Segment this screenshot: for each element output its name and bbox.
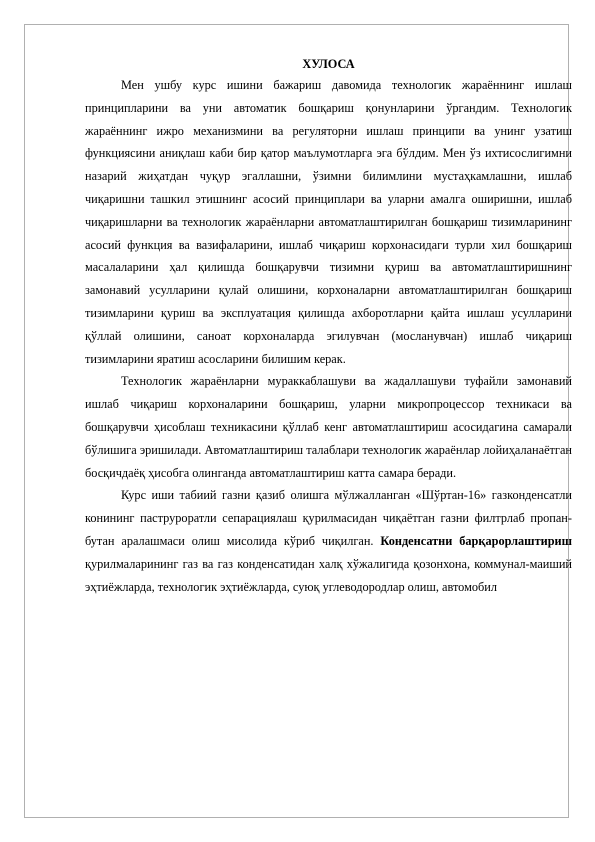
document-title: ХУЛОСА [302, 57, 355, 71]
paragraph-3-start: Курс иши табиий газни қазиб олишга мўлжалланган «Шўртан-16» газконденсатли конининг паструроратли сепарациялаш қурилмасидан чиқаётган газни филтрлаб пропан-бутан аралашмаси олиш мисолида кўриб чиқилган. [85, 488, 572, 548]
paragraph-3-bold: Конденсатни барқарорлаштириш [380, 533, 572, 548]
paragraph-3 [85, 484, 572, 598]
document-body [85, 56, 572, 598]
paragraph-2: Технологик жараёнларни мураккаблашуви ва жадаллашуви туфайли замонавий ишлаб чиқариш корхоналарини бошқариш, уларни микропроцессор техникаси ва бошқарувчи ҳисоблаш техникасини қўллаб кенг автоматлаштириш асосидагина самарали бўлишига эришилади. Автоматлаштириш талаблари технологик жараёнлар лойиҳаланаётган босқичдаёқ ҳисобга олинганда автоматлаштириш катта самара беради. [85, 374, 572, 480]
paragraph-1: Мен ушбу курс ишини бажариш давомида технологик жараённинг ишлаш принципларини ва уни автоматик бошқариш қонунларини ўргандим. Технологик жараённинг ижро механизмини ва регуляторни ишлаш принципи ва унинг узатиш функциясини аниқлаш каби бир қатор маълумотларга эга бўлдим. Мен ўз ихтисослигимни назарий жиҳатдан чуқур эгаллашни, ўзимни билимлини мустаҳкамлашни, ишлаб чиқаришни ташкил этишнинг асосий принциплари ва уларни амалга оширишни, ишлаб чиқаришларни ва технологик жараёнларни автоматлаштирилган бошқариш тизимларининг асосий функция ва вазифаларини, ишлаб чиқариш корхонасидаги турли хил бошқариш масалаларини ҳал қилишда бошқарувчи тизимни қуриш ва автоматлаштиришнинг замонавий усулларини қулай олишини, корхоналарни автоматлаштирилган бошқариш тизимларини қуриш ва эксплуатация қилишда ахборотларни қайта ишлаш усулларини қўллай олишини, саноат корхоналарда эгилувчан (мосланувчан) ишлаб чиқариш тизимларини яратиш асосларини билишим керак. [85, 78, 572, 366]
paragraph-3-end: қурилмаларининг газ ва газ конденсатидан халқ хўжалигида қозонхона, коммунал-маиший эҳтиёжларда, технологик эҳтиёжларда, суюқ углеводородлар олиш, автомобил [85, 556, 572, 594]
